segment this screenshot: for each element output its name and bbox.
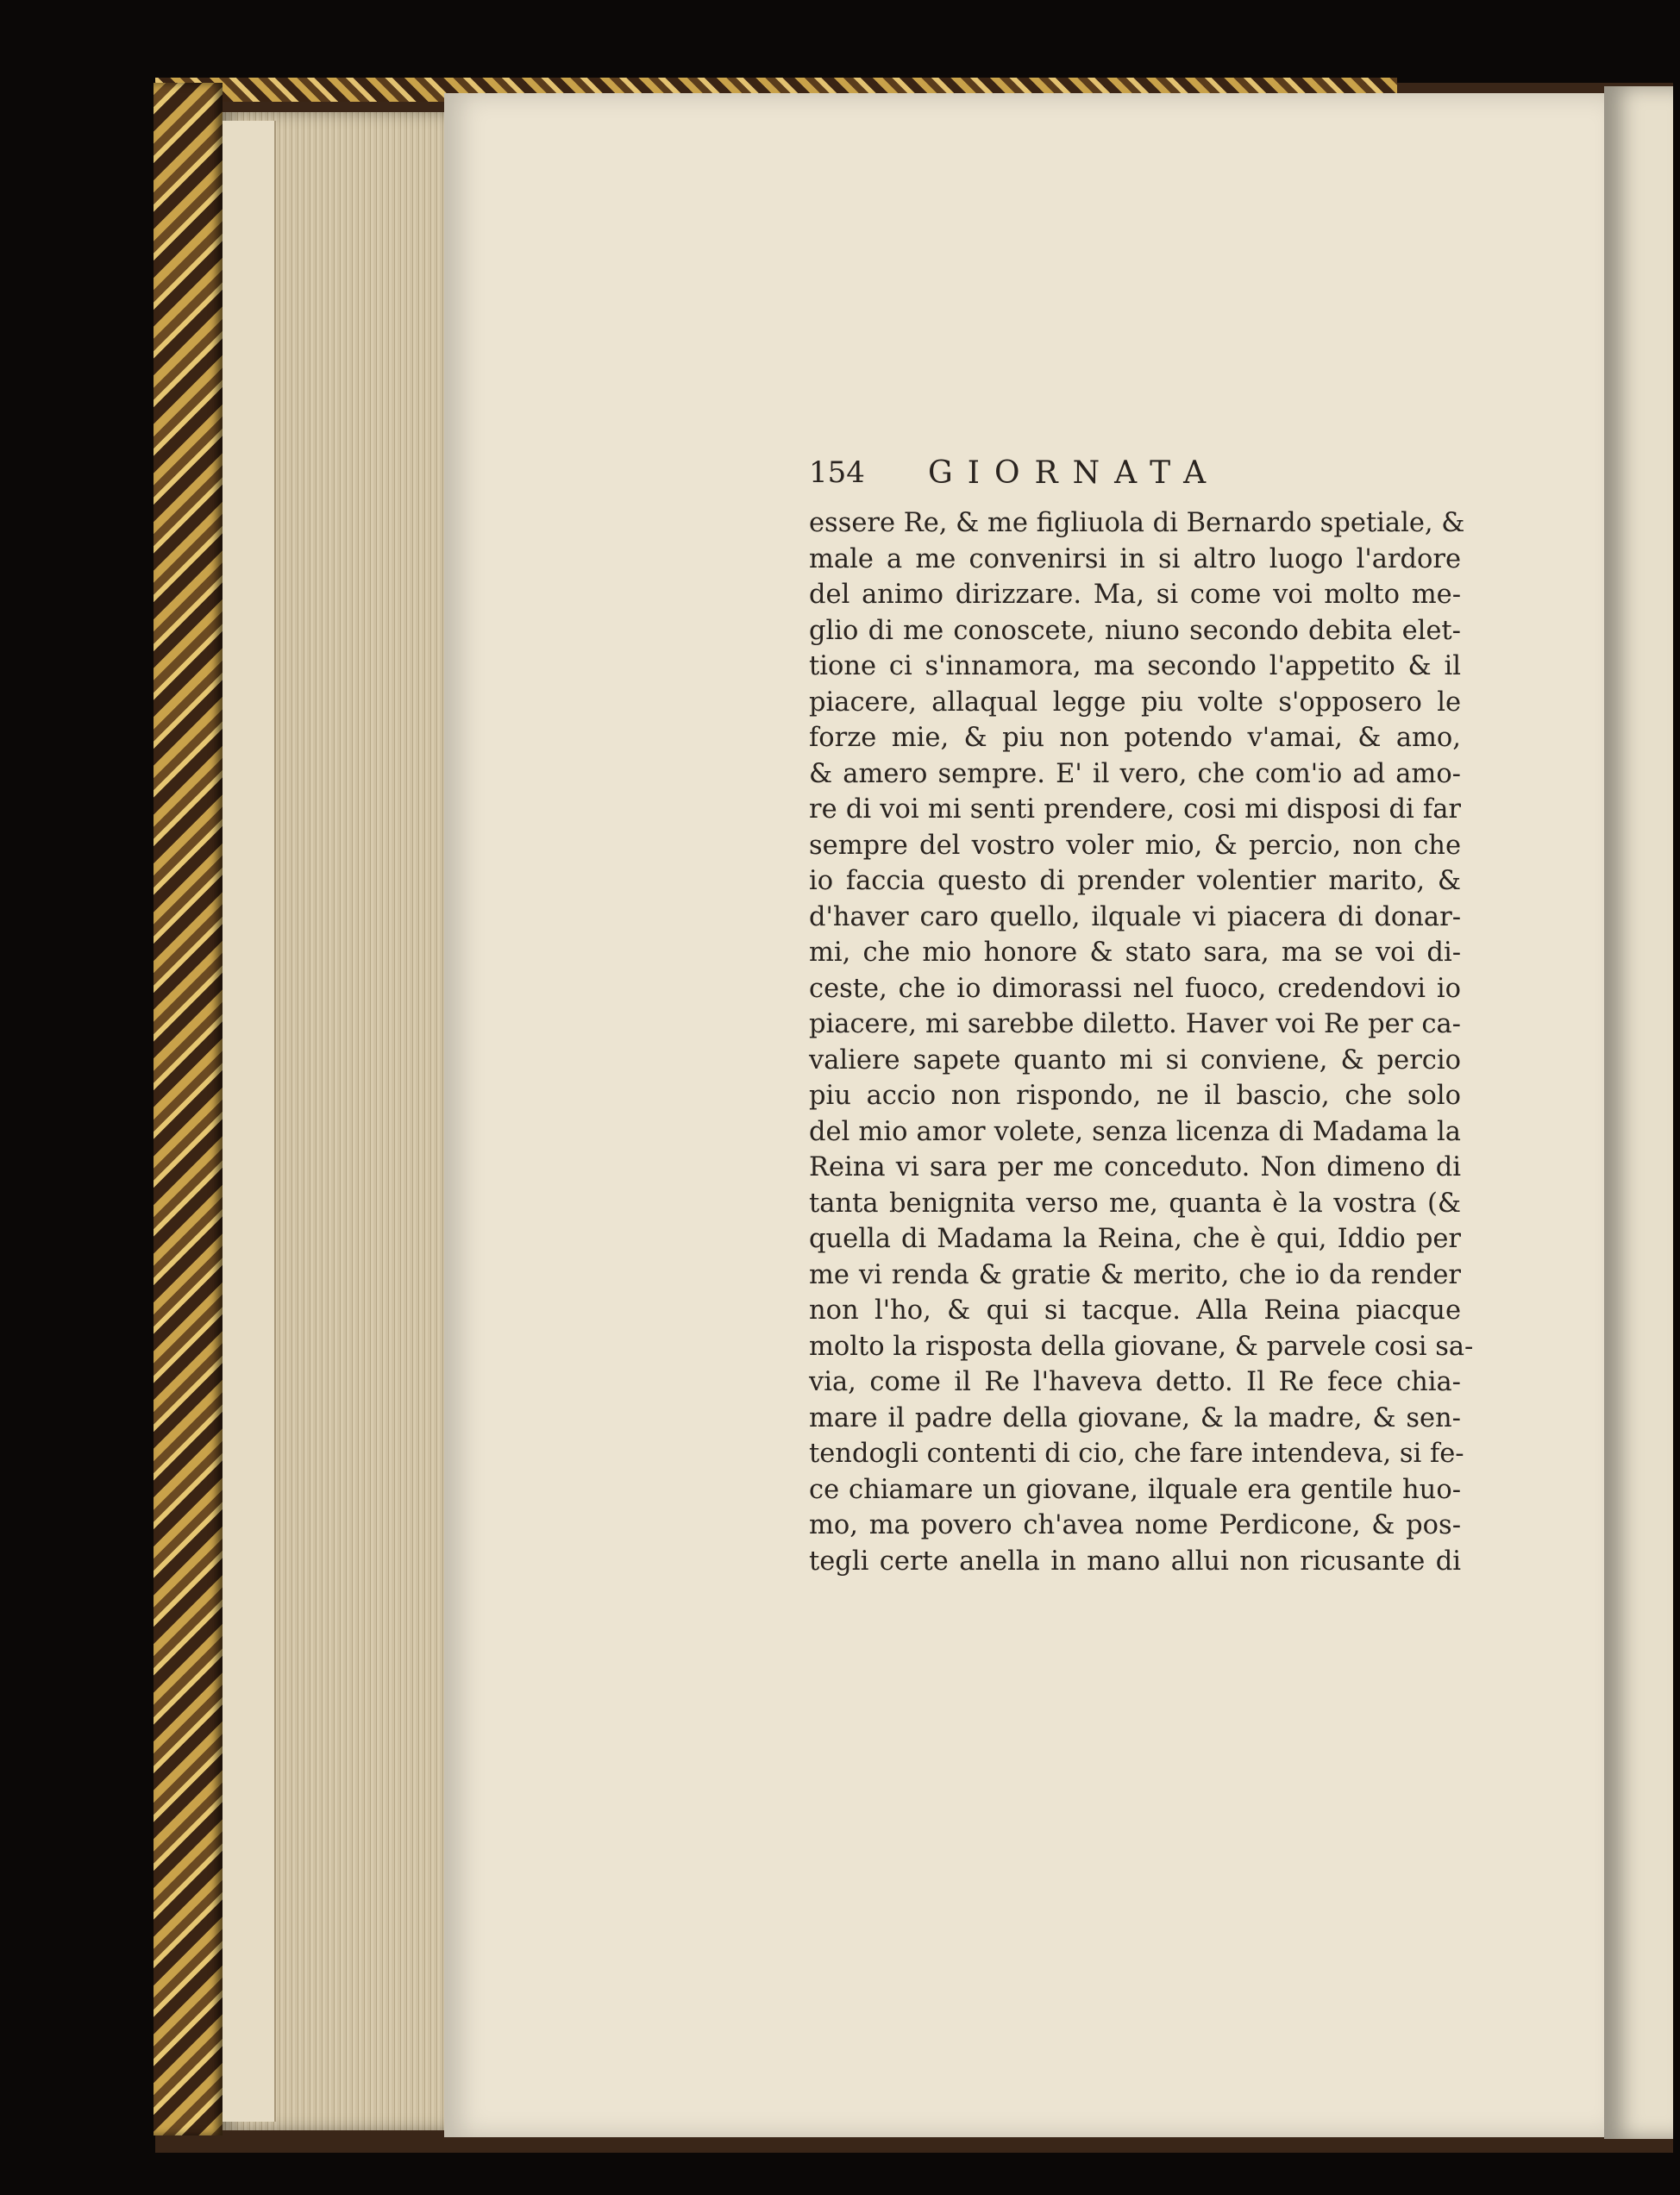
text-line: re di voi mi senti prendere, cosi mi disposi di far (809, 794, 1461, 825)
text-line: ce chiamare un giovane, ilquale era gentile huo- (809, 1474, 1461, 1505)
text-line: non l'ho, & qui si tacque. Alla Reina piacque (809, 1295, 1461, 1326)
flyleaf-edge (223, 121, 276, 2122)
text-line: molto la risposta della giovane, & parvele cosi sa- (809, 1331, 1474, 1362)
text-line: io faccia questo di prender volentier marito, & (809, 866, 1461, 896)
running-title: GIORNATA (928, 455, 1221, 491)
text-line: sempre del vostro voler mio, & percio, non che (809, 830, 1461, 861)
running-head (809, 455, 1464, 505)
text-line: del animo dirizzare. Ma, si come voi molto me- (809, 580, 1461, 610)
gilt-spine-edge (154, 83, 223, 2135)
facing-page-edge (1604, 86, 1673, 2139)
text-line: mare il padre della giovane, & la madre, & sen- (809, 1402, 1461, 1433)
text-line: tendogli contenti di cio, che fare intendeva, si fe- (809, 1439, 1464, 1469)
text-line: & amero sempre. E' il vero, che com'io ad amo- (809, 758, 1461, 789)
text-line: forze mie, & piu non potendo v'amai, & amo, (809, 723, 1461, 753)
page-text-block (809, 455, 1474, 1579)
text-line: mi, che mio honore & stato sara, ma se voi di- (809, 938, 1461, 968)
text-line: via, come il Re l'haveva detto. Il Re fece chia- (809, 1367, 1461, 1397)
text-line: mo, ma povero ch'avea nome Perdicone, & pos- (809, 1510, 1461, 1540)
text-line: tione ci s'innamora, ma secondo l'appetito & il (809, 651, 1461, 681)
text-line: d'haver caro quello, ilquale vi piacera di donar- (809, 901, 1461, 932)
text-line: tegli certe anella in mano allui non ricusante di (809, 1546, 1461, 1577)
text-line: glio di me conoscete, niuno secondo debita elet- (809, 615, 1461, 646)
text-line: tanta benignita verso me, quanta è la vostra (& (809, 1188, 1461, 1219)
text-line: piu accio non rispondo, ne il bascio, che solo (809, 1081, 1461, 1111)
text-line: essere Re, & me figliuola di Bernardo spetiale, & (809, 508, 1465, 538)
text-line: valiere sapete quanto mi si conviene, & percio (809, 1044, 1461, 1076)
text-line: Reina vi sara per me conceduto. Non dimeno di (809, 1152, 1461, 1182)
text-line: del mio amor volete, senza licenza di Madama la (809, 1116, 1461, 1147)
page-number: 154 (809, 455, 865, 490)
text-line: piacere, mi sarebbe diletto. Haver voi Re per ca- (809, 1009, 1461, 1039)
text-line: piacere, allaqual legge piu volte s'opposero le (809, 687, 1461, 718)
text-line: quella di Madama la Reina, che è qui, Iddio per (809, 1224, 1461, 1254)
text-line: male a me convenirsi in si altro luogo l'ardore (809, 543, 1461, 574)
text-line: me vi renda & gratie & merito, che io da render (809, 1259, 1461, 1290)
text-line: ceste, che io dimorassi nel fuoco, credendovi io (809, 973, 1461, 1004)
text-lines (809, 505, 1474, 1579)
